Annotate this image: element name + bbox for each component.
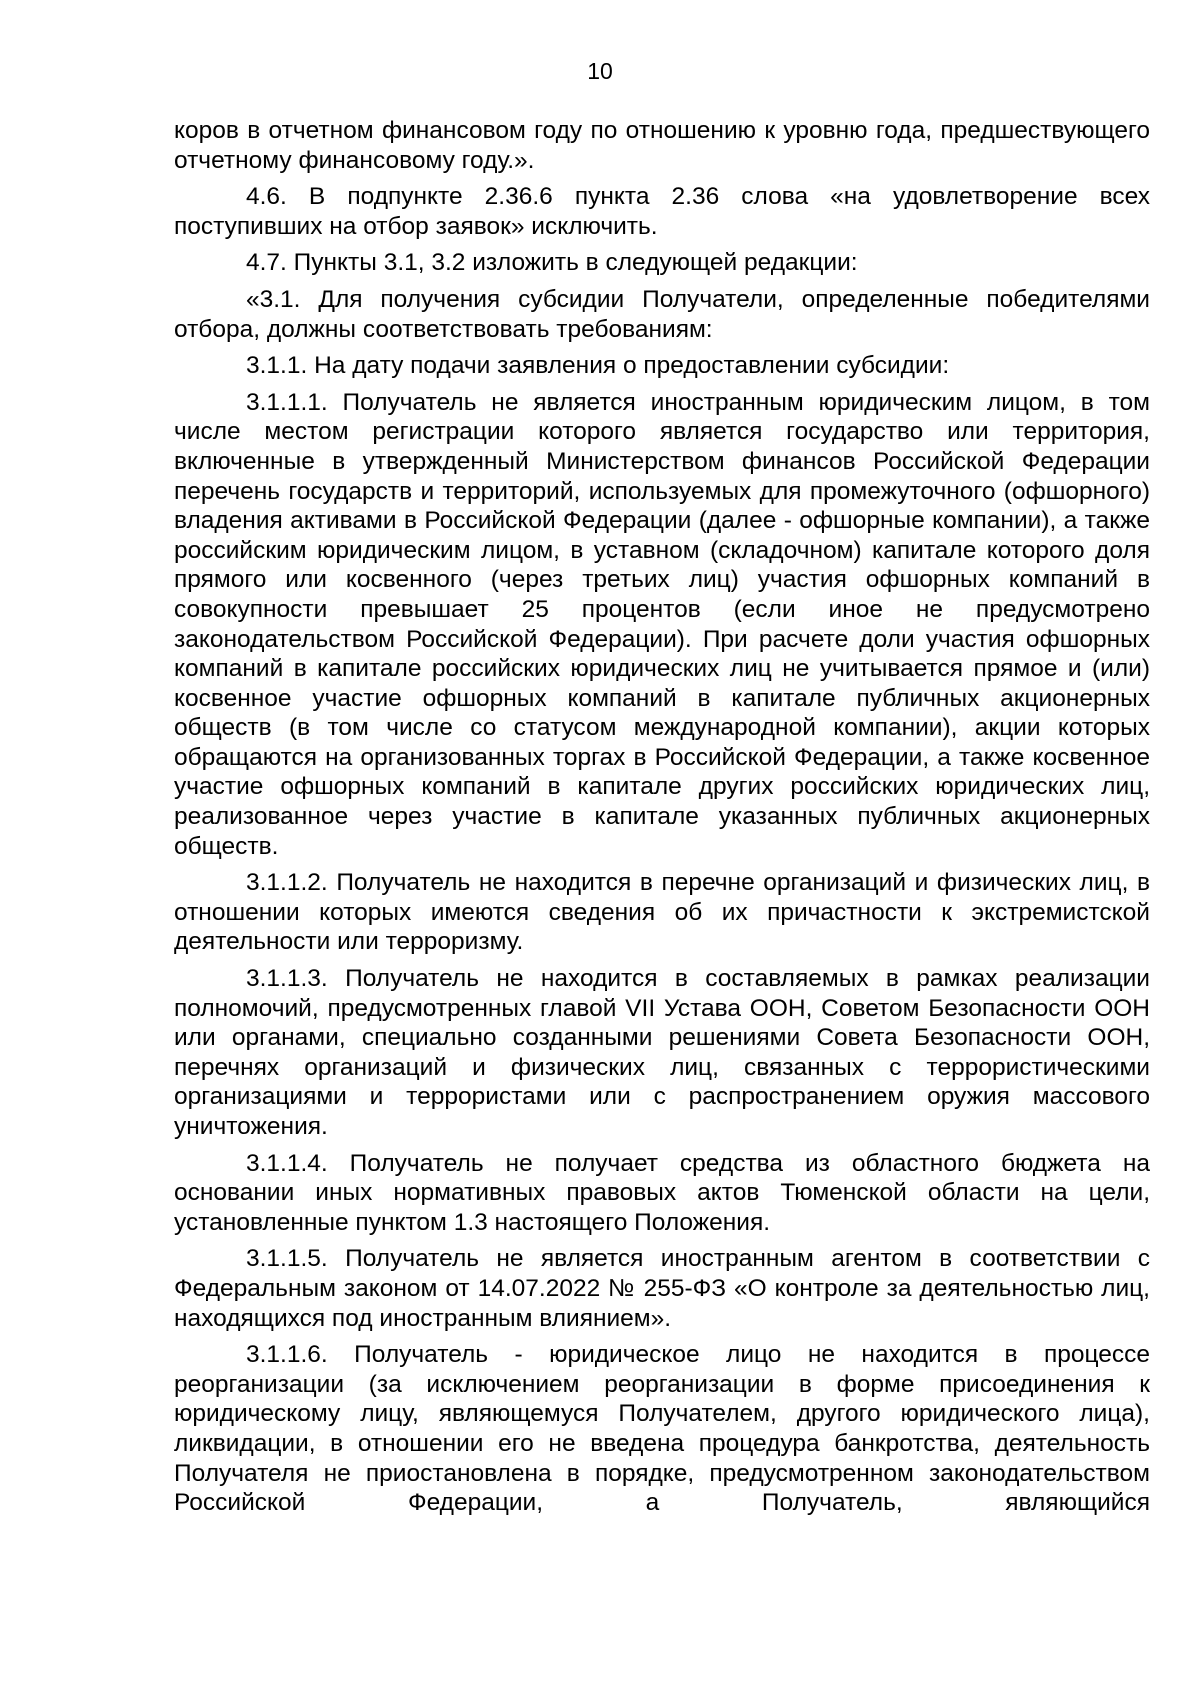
paragraph-5: 3.1.1. На дату подачи заявления о предоставлении субсидии: — [246, 352, 950, 380]
paragraph-6: 3.1.1.1. Получатель не является иностранным юридическим лицом, в том числе местом регистрации которого является государство или территория, включенные в утвержденный Министерством финансов Российской Федерации перечень государств и территорий, используемых для промежуточного (офшорного) владения активами в Российской Федерации (далее - офшорные компании), а также российским юридическим лицом, в уставном (складочном) капитале которого доля прямого или косвенного (через третьих лиц) участия офшорных компаний в совокупности превышает 25 процентов (если иное не предусмотрено законодательством Российской Федерации). При расчете доли участия офшорных компаний в капитале российских юридических лиц не учитывается прямое и (или) косвенное участие офшорных компаний в капитале публичных акционерных обществ (в том числе со статусом международной компании), акции которых обращаются на организованных торгах в Российской Федерации, а также косвенное участие офшорных компаний в капитале других российских юридических лиц, реализованное через участие в капитале указанных публичных акционерных обществ. — [174, 388, 1150, 860]
document-body — [174, 116, 1150, 1525]
paragraph-7: 3.1.1.2. Получатель не находится в перечне организаций и физических лиц, в отношении которых имеются сведения об их причастности к экстремистской деятельности или терроризму. — [174, 869, 1150, 956]
paragraph-4: «3.1. Для получения субсидии Получатели, определенные победителями отбора, должны соответствовать требованиям: — [174, 285, 1150, 343]
paragraph-8: 3.1.1.3. Получатель не находится в составляемых в рамках реализации полномочий, предусмотренных главой VII Устава ООН, Советом Безопасности ООН или органами, специально созданными решениями Совета Безопасности ООН, перечнях организаций и физических лиц, связанных с террористическими организациями и террористами или с распространением оружия массового уничтожения. — [174, 965, 1150, 1140]
paragraph-1: коров в отчетном финансовом году по отношению к уровню года, предшествующего отчетному финансовому году.». — [174, 117, 1150, 174]
paragraph-11: 3.1.1.6. Получатель - юридическое лицо не находится в процессе реорганизации (за исключением реорганизации в форме присоединения к юридическому лицу, являющемуся Получателем, другого юридического лица), ликвидации, в отношении его не введена процедура банкротства, деятельность Получателя не приостановлена в порядке, предусмотренном законодательством Российской Федерации, а Получатель, являющийся — [174, 1341, 1150, 1517]
paragraph-2: 4.6. В подпункте 2.36.6 пункта 2.36 слова «на удовлетворение всех поступивших на отбор заявок» исключить. — [174, 183, 1150, 240]
page-number: 10 — [587, 58, 613, 84]
paragraph-10: 3.1.1.5. Получатель не является иностранным агентом в соответствии с Федеральным законом от 14.07.2022 № 255-ФЗ «О контроле за деятельностью лиц, находящихся под иностранным влиянием». — [174, 1245, 1150, 1332]
paragraph-3: 4.7. Пункты 3.1, 3.2 изложить в следующей редакции: — [246, 249, 858, 277]
paragraph-9: 3.1.1.4. Получатель не получает средства из областного бюджета на основании иных нормативных правовых актов Тюменской области на цели, установленные пунктом 1.3 настоящего Положения. — [174, 1149, 1150, 1236]
